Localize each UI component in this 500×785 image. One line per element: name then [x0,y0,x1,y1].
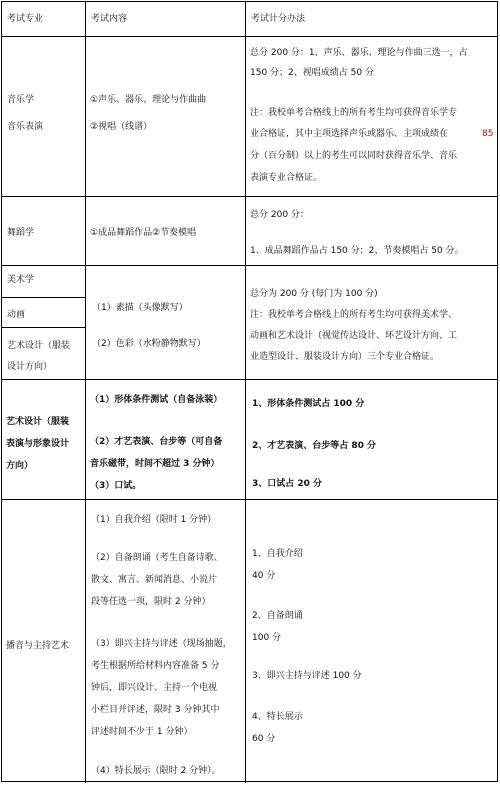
table-row-broadcast [2,499,497,783]
major-perf-1: 艺术设计（服装 [6,417,70,427]
content-broadcast-9: 评述时间不少于 1 分钟） [91,727,193,737]
content-art-2: （2）色彩（水粉静物默写） [92,339,206,349]
major-broadcast: 播音与主持艺术 [6,641,70,651]
major-perf-2: 表演与形象设计 [6,439,70,449]
major-music: 音乐学 [7,95,35,105]
content-broadcast-2: （2）自备朗诵（考生自备诗歌、 [91,553,223,563]
scoring-perf-2: 2、才艺表演、台步等占 80 分 [252,441,377,451]
scoring-art-1: 总分为 200 分 (每门为 100 分) [250,289,378,299]
content-broadcast-4: 段等任选一项，限时 2 分钟） [91,597,211,607]
table-row-performance-design [2,379,497,499]
scoring-perf-3: 3、口试占 20 分 [252,479,323,489]
scoring-broadcast-7: 60 分 [252,734,276,744]
scoring-music-threshold: 85 [482,129,494,139]
content-perf-3: 音乐磁带，时间不超过 3 分钟） [90,459,220,469]
major-dance: 舞蹈学 [7,228,35,238]
major-fine-art: 美术学 [7,275,35,285]
content-dance: ①成品舞蹈作品②节奏模唱 [90,228,197,238]
scoring-broadcast-1: 1、自我介绍 [252,549,303,559]
scoring-music-2: 150 分；2、视唱成绩占 50 分 [250,68,374,78]
major-animation: 动画 [7,310,26,320]
content-broadcast-8: 小栏目并评述，限时 3 分钟其中 [91,705,220,715]
scoring-broadcast-4: 100 分 [252,633,282,643]
content-broadcast-5: （3）即兴主持与评述（现场抽题， [91,639,232,649]
scoring-art-3: 动画和艺术设计（视觉传达设计、环艺设计方向、工 [250,331,458,341]
scoring-art-2: 注：我校单考合格线上的所有考生均可获得美术学、 [250,310,458,320]
content-broadcast-6: 考生根据所给材料内容准备 5 分 [91,661,220,671]
content-perf-4: （3）口试。 [90,481,142,491]
header-row [2,2,497,36]
scoring-music-5: 分（百分制）以上的考生可以同时获得音乐学、音乐 [250,151,458,161]
scoring-art-4: 业造型设计、服装设计方向）三个专业合格证。 [250,352,440,362]
content-music-2: ②视唱（线谱） [90,122,153,132]
exam-table [1,1,498,782]
content-art-1: （1）素描（头像默写） [92,303,188,313]
scoring-broadcast-6: 4、特长展示 [252,712,303,722]
scoring-music-6: 表演专业合格证。 [250,173,323,183]
content-broadcast-1: （1）自我介绍（限时 1 分钟） [91,515,217,525]
scoring-music-4: 业合格证，其中主项选择声乐或器乐、主项成绩在 [250,129,449,139]
major-art-design-1: 艺术设计（服装 [7,341,71,351]
header-major: 考试专业 [7,14,44,24]
major-art-design-2: 设计方向） [7,362,53,372]
scoring-broadcast-5: 3、即兴主持与评述 100 分 [252,671,362,681]
table-row-music [2,36,497,196]
content-perf-2: （2）才艺表演、台步等（可自备 [90,437,223,447]
table-row-art [2,265,497,379]
scoring-dance-2: 1、成品舞蹈作品占 150 分；2、节奏模唱占 50 分。 [250,246,464,256]
major-perf-3: 方向） [6,461,34,471]
content-broadcast-3: 散文、寓言、新闻消息、小说片 [91,575,218,585]
scoring-perf-1: 1、形体条件测试占 100 分 [252,399,365,409]
content-broadcast-10: （4）特长展示（限时 2 分钟）。 [91,766,221,776]
header-scoring: 考试计分办法 [251,14,306,24]
content-broadcast-7: 钟后，即兴设计、主持一个电视 [91,683,218,693]
major-music-performance: 音乐表演 [7,122,44,132]
scoring-music-1: 总分 200 分：1、声乐、器乐、理论与作曲三选一，占 [250,48,468,58]
content-perf-1: （1）形体条件测试（自备泳装） [90,395,223,405]
scoring-music-3: 注：我校单考合格线上的所有考生均可获得音乐学专 [250,108,458,118]
scoring-broadcast-3: 2、自备朗诵 [252,611,303,621]
scoring-dance-1: 总分 200 分： [250,210,309,220]
table-row-dance [2,196,497,265]
header-content: 考试内容 [91,14,128,24]
content-music-1: ①声乐、器乐、理论与作曲曲 [90,95,207,105]
scoring-broadcast-2: 40 分 [252,571,276,581]
